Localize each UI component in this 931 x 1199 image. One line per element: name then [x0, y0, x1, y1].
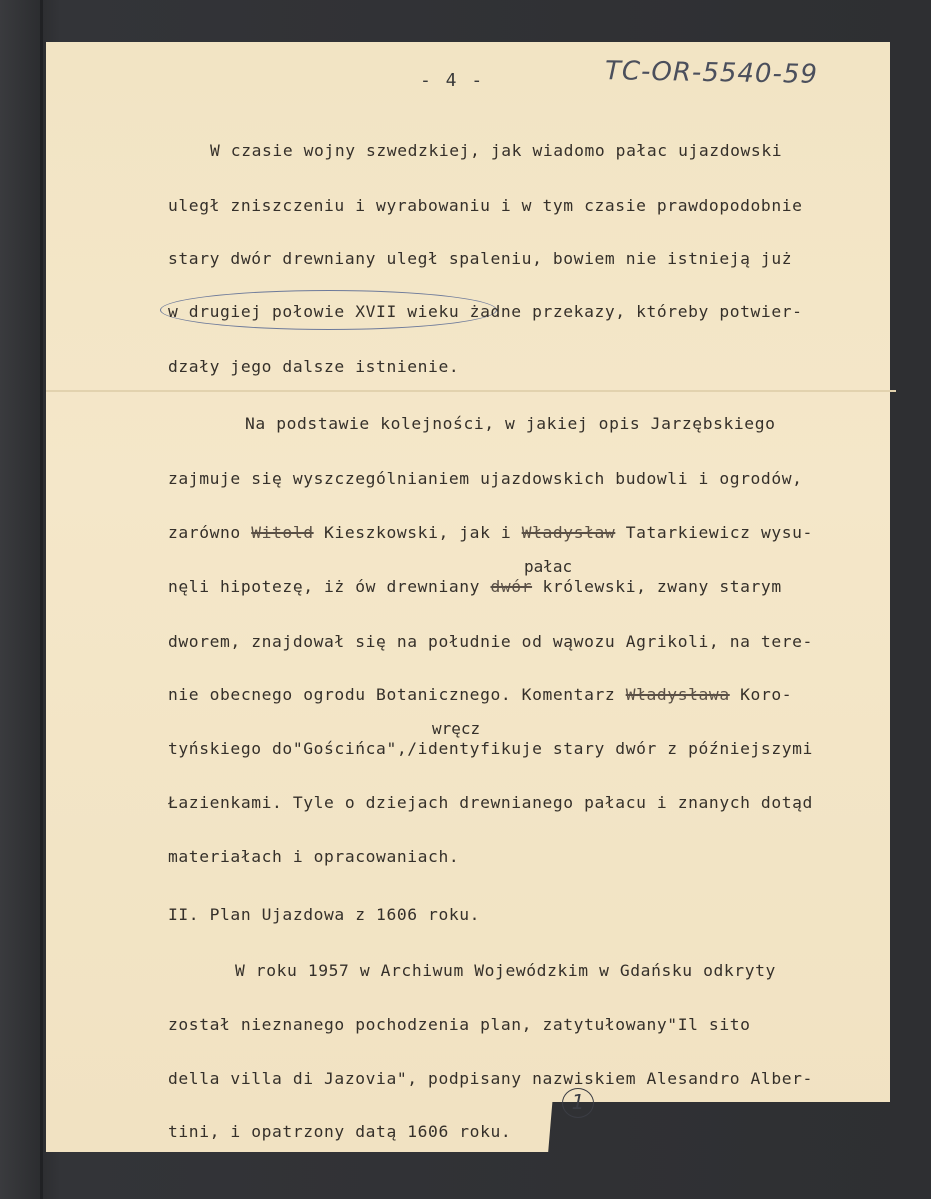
text-line: dworem, znajdował się na południe od wąwozu Agrikoli, na tere- [168, 632, 813, 651]
text-line: dzały jego dalsze istnienie. [168, 357, 460, 376]
text-line: uległ zniszczeniu i wyrabowaniu i w tym czasie prawdopodobnie [168, 196, 803, 215]
text-line: della villa di Jazovia", podpisany nazwiskiem Alesandro Alber- [168, 1069, 813, 1088]
text-line: tyńskiego do"Gościńca",/identyfikuje stary dwór z późniejszymi [168, 739, 813, 758]
text-segment: nie obecnego ogrodu Botanicznego. Komentarz [168, 685, 626, 704]
inserted-word: wręcz [432, 719, 481, 738]
text-line: został nieznanego pochodzenia plan, zatytułowany"Il sito [168, 1015, 751, 1034]
text-segment: Kieszkowski, jak i [324, 523, 522, 542]
text-line-composite [168, 523, 813, 542]
paper-fold [46, 390, 896, 392]
page-number: - 4 - [420, 70, 485, 91]
struck-word: Władysław [521, 523, 616, 542]
section-heading: II. Plan Ujazdowa z 1606 roku. [168, 905, 481, 924]
text-line: Łazienkami. Tyle o dziejach drewnianego pałacu i znanych dotąd [168, 793, 813, 812]
text-line: W czasie wojny szwedzkiej, jak wiadomo pałac ujazdowski [210, 141, 783, 160]
text-segment: nęli hipotezę, iż ów drewniany [168, 577, 491, 596]
text-line-composite [168, 577, 782, 596]
text-line: w drugiej połowie XVII wieku żadne przekazy, któreby potwier- [168, 302, 803, 321]
struck-word: Władysława [625, 685, 730, 704]
text-segment: Tatarkiewicz wysu- [625, 523, 813, 542]
text-segment: Koro- [740, 685, 793, 704]
circled-page-mark: 1 [562, 1088, 594, 1118]
archive-signature: TC-OR-5540-59 [604, 56, 819, 90]
text-line: zajmuje się wyszczególnianiem ujazdowskich budowli i ogrodów, [168, 469, 803, 488]
text-line: stary dwór drewniany uległ spaleniu, bowiem nie istnieją już [168, 249, 793, 268]
binding-edge [40, 0, 43, 1199]
text-segment: królewski, zwany starym [542, 577, 782, 596]
text-line: materiałach i opracowaniach. [168, 847, 460, 866]
inserted-word: pałac [524, 557, 573, 576]
struck-word: Witold [251, 523, 314, 542]
struck-word: dwór [490, 577, 533, 596]
text-line-composite [168, 685, 792, 704]
text-line: W roku 1957 w Archiwum Wojewódzkim w Gdańsku odkryty [235, 961, 776, 980]
text-line: tini, i opatrzony datą 1606 roku. [168, 1122, 512, 1141]
text-line: Na podstawie kolejności, w jakiej opis Jarzębskiego [245, 414, 776, 433]
text-segment: zarówno [168, 523, 252, 542]
